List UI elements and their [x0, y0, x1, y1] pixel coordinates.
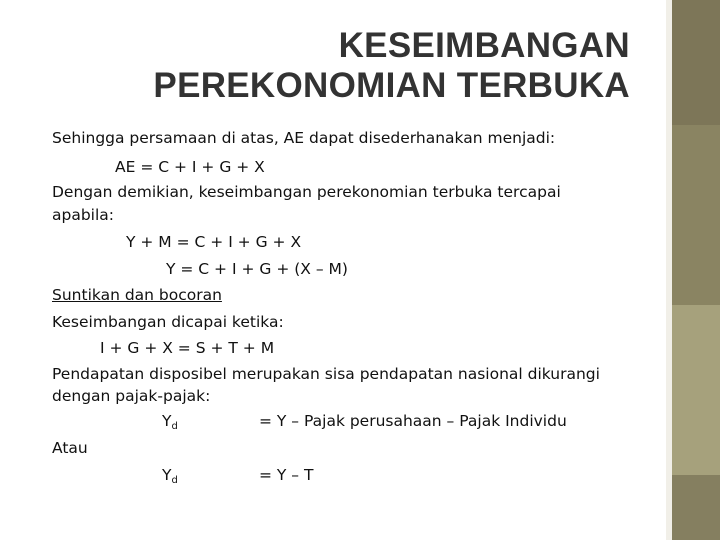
text-line-equilibrium: Keseimbangan dicapai ketika: — [52, 313, 284, 331]
equation-yd-rhs-1: = Y – Pajak perusahaan – Pajak Individu — [259, 412, 567, 430]
equation-y: Y = C + I + G + (X – M) — [166, 260, 348, 278]
side-band-middle — [672, 125, 720, 305]
equation-yd-rhs-2: = Y – T — [259, 466, 314, 484]
side-band-lower — [672, 305, 720, 475]
equation-yd-label-1 — [162, 411, 178, 437]
yd-variable: Y — [162, 412, 172, 430]
text-line-intro: Sehingga persamaan di atas, AE dapat disederhanakan menjadi: — [52, 129, 556, 147]
yd-subscript: d — [171, 421, 178, 432]
text-line-disposable-income: Pendapatan disposibel merupakan sisa pendapatan nasional dikurangi — [52, 365, 600, 383]
equation-ae: AE = C + I + G + X — [115, 158, 265, 176]
title-line-2: PEREKONOMIAN TERBUKA — [153, 66, 630, 105]
section-heading-suntikan: Suntikan dan bocoran — [52, 286, 222, 304]
yd-variable: Y — [162, 466, 172, 484]
text-line-conclusion: Dengan demikian, keseimbangan perekonomian terbuka tercapai — [52, 183, 561, 201]
yd-subscript: d — [171, 475, 178, 486]
title-line-1: KESEIMBANGAN — [338, 26, 630, 65]
text-line-taxes: dengan pajak-pajak: — [52, 387, 211, 405]
slide-title — [70, 26, 630, 106]
text-line-atau: Atau — [52, 439, 88, 457]
equation-injections-leakages: I + G + X = S + T + M — [100, 339, 275, 357]
side-band-top — [672, 0, 720, 125]
equation-y-plus-m: Y + M = C + I + G + X — [126, 233, 302, 251]
side-band-bottom — [672, 475, 720, 540]
text-line-condition: apabila: — [52, 206, 115, 224]
equation-yd-label-2 — [162, 465, 178, 491]
